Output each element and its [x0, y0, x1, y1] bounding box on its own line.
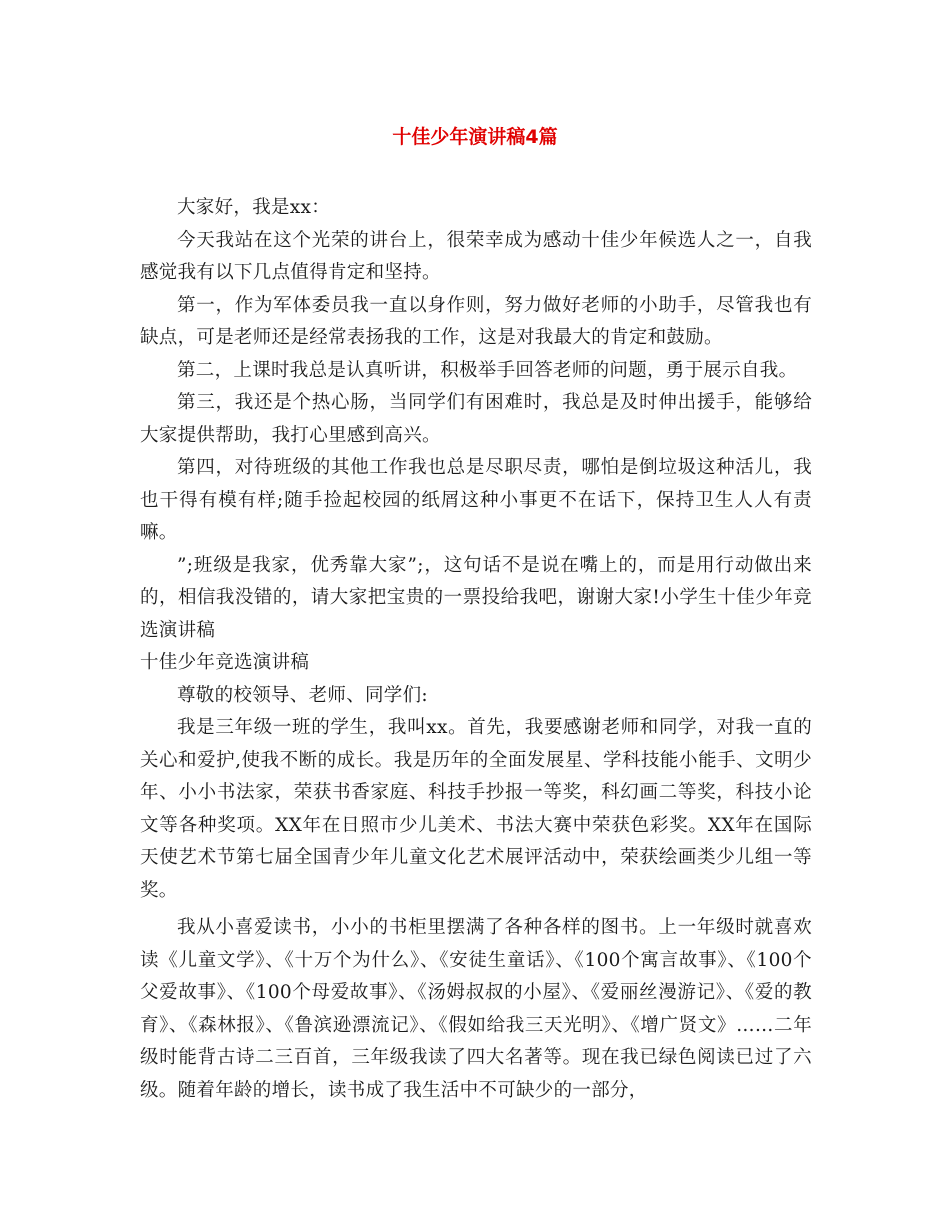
- paragraph-third: 第三，我还是个热心肠，当同学们有困难时，我总是及时伸出援手，能够给大家提供帮助，我打心里感到高兴。: [140, 392, 812, 446]
- section-heading: 十佳少年竞选演讲稿: [140, 652, 310, 673]
- paragraph-second: 第二，上课时我总是认真听讲，积极举手回答老师的问题，勇于展示自我。: [177, 359, 798, 381]
- paragraph-salutation: 尊敬的校领导、老师、同学们:: [177, 684, 428, 706]
- document-title: 十佳少年演讲稿4篇: [392, 126, 558, 148]
- paragraph-greeting: 大家好，我是xx：: [177, 197, 331, 218]
- paragraph-fourth: 第四，对待班级的其他工作我也总是尽职尽责，哪怕是倒垃圾这种活儿，我也干得有模有样;随手捡起校园的纸屑这种小事更不在话下，保持卫生人人有责嘛。: [140, 457, 812, 543]
- paragraph-closing: ”;班级是我家，优秀靠大家”;，这句话不是说在嘴上的，而是用行动做出来的，相信我没错的，请大家把宝贵的一票投给我吧，谢谢大家!小学生十佳少年竞选演讲稿: [140, 554, 812, 641]
- paragraph-first: 第一，作为军体委员我一直以身作则，努力做好老师的小助手，尽管我也有缺点，可是老师还是经常表扬我的工作，这是对我最大的肯定和鼓励。: [140, 294, 812, 348]
- paragraph-intro: 今天我站在这个光荣的讲台上，很荣幸成为感动十佳少年候选人之一，自我感觉我有以下几点值得肯定和坚持。: [140, 229, 812, 283]
- document-body: [140, 192, 812, 1107]
- paragraph-self-intro: 我是三年级一班的学生，我叫xx。首先，我要感谢老师和同学，对我一直的关心和爱护,使我不断的成长。我是历年的全面发展星、学科技能小能手、文明少年、小小书法家，荣获书香家庭、科技手抄报一等奖，科幻画二等奖，科技小论文等各种奖项。XX年在日照市少儿美术、书法大赛中荣获色彩奖。XX年在国际天使艺术节第七届全国青少年儿童文化艺术展评活动中，荣获绘画类少儿组一等奖。: [140, 717, 812, 901]
- paragraph-reading: 我从小喜爱读书，小小的书柜里摆满了各种各样的图书。上一年级时就喜欢读《儿童文学》、《十万个为什么》、《安徒生童话》、《100个寓言故事》、《100个父爱故事》、《100个母爱故事》、《汤姆叔叔的小屋》、《爱丽丝漫游记》、《爱的教育》、《森林报》、《鲁滨逊漂流记》、《假如给我三天光明》、《增广贤文》……二年级时能背古诗二三百首，三年级我读了四大名著等。现在我已绿色阅读已过了六级。随着年龄的增长，读书成了我生活中不可缺少的一部分，: [140, 917, 812, 1101]
